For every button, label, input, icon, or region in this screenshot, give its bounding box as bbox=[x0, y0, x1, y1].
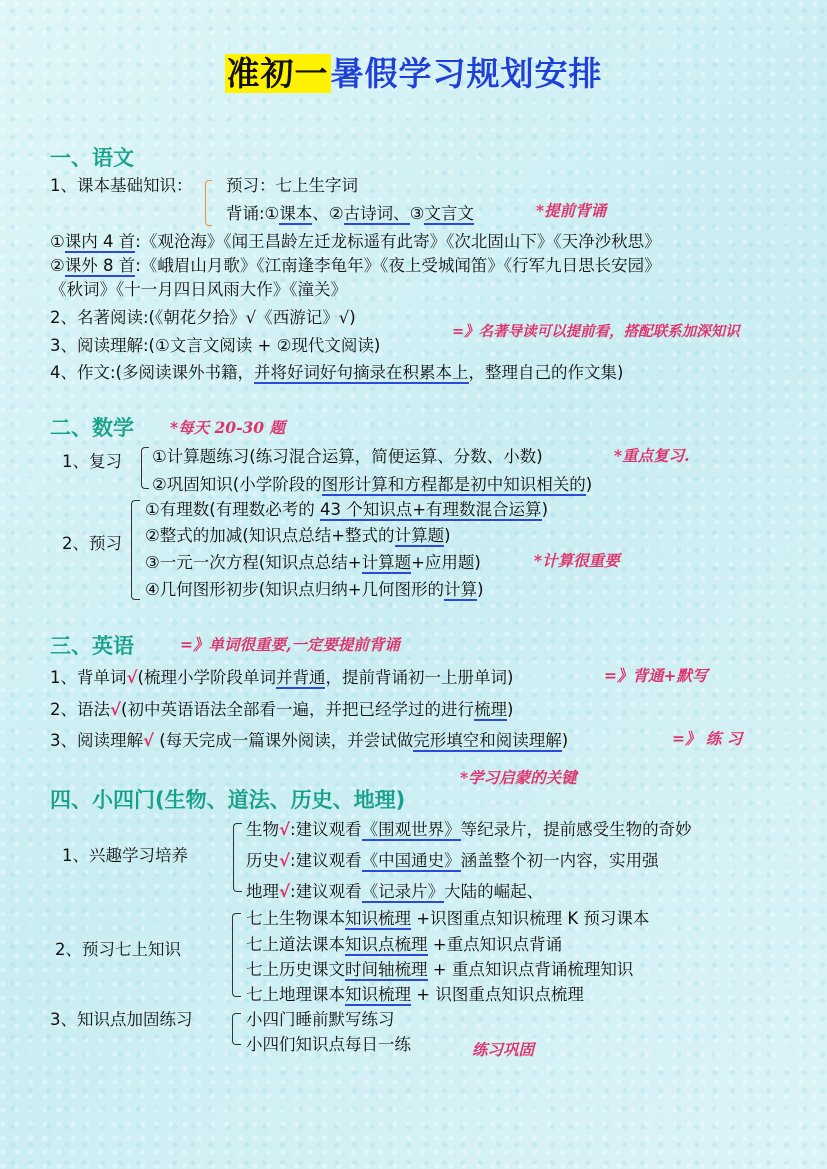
math-preview-3 bbox=[145, 549, 481, 573]
math-review-2 bbox=[152, 471, 592, 495]
math-preview-2 bbox=[145, 522, 451, 546]
bio-c: 《围观世界》 bbox=[361, 820, 461, 839]
poems-in-list: :《观沧海》《闻王昌龄左迁龙标遥有此寄》《次北固山下》《天净沙秋思》 bbox=[135, 232, 661, 251]
english-words-note: =》背通+默写 bbox=[604, 666, 708, 685]
bio-d: 等纪录片，提前感受生物的奇妙 bbox=[460, 820, 692, 839]
hist-check-icon: √ bbox=[279, 851, 291, 870]
review-2c: ) bbox=[585, 475, 593, 494]
p4b: 知识梳理 bbox=[345, 985, 411, 1004]
chinese-classics: 2、名著阅读:(《朝花夕拾》√《西游记》√) bbox=[50, 308, 356, 327]
review-2a: ②巩固知识(小学阶段的 bbox=[152, 475, 322, 494]
others-hist bbox=[246, 847, 659, 871]
others-preview-brace bbox=[232, 913, 241, 997]
others-bio bbox=[246, 816, 692, 840]
words-c: 并背通 bbox=[275, 668, 326, 687]
english-heading: 三、英语 bbox=[50, 634, 134, 658]
reading-check-icon: √ bbox=[143, 731, 155, 750]
poems-out-list2: 《秋词》《十一月四日风雨大作》《潼关》 bbox=[50, 280, 347, 299]
hist-d: 涵盖整个初一内容，实用强 bbox=[460, 851, 659, 870]
poems-out-list: :《峨眉山月歌》《江南逢李龟年》《夜上受城闻笛》《行军九日思长安园》 bbox=[135, 256, 661, 275]
eng-reading-b: (每天完成一篇课外阅读，并尝试做 bbox=[154, 731, 414, 750]
math-review-brace bbox=[141, 447, 149, 489]
review-2b: 图形计算和方程都是初中知识相关的 bbox=[321, 475, 586, 494]
geo-c: 《记录片》 bbox=[361, 882, 445, 901]
others-interest-brace bbox=[233, 823, 242, 892]
preview-2a: ②整式的加减(知识点总结+整式的 bbox=[145, 526, 395, 545]
grammar-b: (初中英语语法全部看一遍，并把已经学过的进行 bbox=[121, 700, 474, 719]
others-consolidate-brace bbox=[232, 1013, 241, 1045]
hist-c: 《中国通史》 bbox=[361, 851, 461, 870]
recite-note: *提前背诵 bbox=[536, 201, 607, 220]
math-review-1-note: *重点复习. bbox=[614, 446, 690, 465]
chinese-basics-label: 1、课本基础知识： bbox=[50, 176, 193, 195]
others-preview-1 bbox=[246, 905, 649, 929]
english-heading-note: =》单词很重要,一定要提前背诵 bbox=[180, 635, 400, 654]
words-a: 1、背单词 bbox=[50, 668, 127, 687]
p1b: 知识梳理 bbox=[345, 909, 411, 928]
poems-in-label: 课内 4 首 bbox=[64, 232, 136, 251]
others-consolidate-2: 小四们知识点每日一练 bbox=[246, 1035, 411, 1054]
p2c: +重点知识点背诵 bbox=[427, 935, 563, 954]
bio-check-icon: √ bbox=[279, 820, 291, 839]
essay-a: 4、作文:(多阅读课外书籍， bbox=[50, 363, 254, 382]
p1a: 七上生物课本 bbox=[246, 909, 345, 928]
math-review-label: 1、复习 bbox=[62, 452, 122, 471]
grammar-check-icon: √ bbox=[110, 700, 122, 719]
p4a: 七上地理课本 bbox=[246, 985, 345, 1004]
preview-4c: ) bbox=[477, 580, 484, 599]
chinese-preview: 预习：七上生字词 bbox=[226, 176, 358, 195]
others-preview-2 bbox=[246, 931, 562, 955]
title-highlight: 准初一 bbox=[226, 54, 329, 93]
math-preview-4 bbox=[145, 576, 484, 600]
preview-3c: +应用题) bbox=[411, 553, 481, 572]
english-grammar bbox=[50, 696, 513, 720]
math-heading-note: *每天 20-30 题 bbox=[170, 418, 285, 437]
poems-out bbox=[50, 252, 661, 276]
p3c: + 重点知识点背诵梳理知识 bbox=[427, 960, 634, 979]
eng-reading-c: 完形填空和阅读理解 bbox=[413, 731, 562, 750]
others-heading: 四、小四门(生物、道法、历史、地理) bbox=[50, 788, 406, 812]
essay-b: 并将好词好句摘录在积累本上 bbox=[254, 363, 469, 382]
recite-poems: 古诗词、 bbox=[343, 204, 410, 223]
english-reading bbox=[50, 727, 568, 751]
chinese-essay bbox=[50, 359, 623, 383]
p3b: 时间轴梳理 bbox=[345, 960, 428, 979]
english-reading-note: =》 练 习 bbox=[672, 729, 743, 748]
poems-out-num: ② bbox=[50, 256, 65, 275]
hist-a: 历史 bbox=[246, 851, 279, 870]
geo-check-icon: √ bbox=[279, 882, 291, 901]
geo-b: :建议观看 bbox=[290, 882, 362, 901]
grammar-c: 梳理 bbox=[473, 700, 507, 719]
poems-in bbox=[50, 228, 661, 252]
others-geo bbox=[246, 878, 543, 902]
title-rest: 暑假学习规划安排 bbox=[330, 54, 603, 93]
others-consolidate-1: 小四门睡前默写练习 bbox=[246, 1010, 395, 1029]
hist-b: :建议观看 bbox=[290, 851, 362, 870]
page-title bbox=[0, 48, 827, 95]
bio-a: 生物 bbox=[246, 820, 279, 839]
english-words bbox=[50, 664, 513, 688]
eng-reading-d: ) bbox=[561, 731, 569, 750]
others-heading-note: *学习启蒙的关键 bbox=[460, 768, 577, 787]
essay-c: ，整理自己的作文集) bbox=[468, 363, 624, 382]
preview-3a: ③一元一次方程(知识点总结+ bbox=[145, 553, 362, 572]
preview-2b: 计算题 bbox=[394, 526, 445, 545]
recite-textbook: 课本 bbox=[279, 204, 313, 223]
preview-1a: ①有理数(有理数必考的 bbox=[145, 500, 320, 519]
math-heading: 二、数学 bbox=[50, 416, 134, 440]
others-consolidate-label: 3、知识点加固练习 bbox=[50, 1010, 193, 1029]
recite-classical: 文言文 bbox=[424, 204, 474, 223]
chinese-reading-note: =》名著导读可以提前看，搭配联系加深知识 bbox=[452, 323, 740, 340]
preview-1b: 43 个知识点+有理数混合运算 bbox=[319, 500, 542, 519]
math-preview-label: 2、预习 bbox=[62, 534, 122, 553]
poems-out-label: 课外 8 首 bbox=[64, 256, 136, 275]
words-check-icon: √ bbox=[126, 668, 138, 687]
preview-3b: 计算题 bbox=[361, 553, 412, 572]
p3a: 七上历史课文 bbox=[246, 960, 345, 979]
chinese-basics-brace bbox=[205, 180, 212, 226]
math-preview-brace bbox=[131, 500, 140, 600]
preview-4b: 计算 bbox=[444, 580, 478, 599]
grammar-a: 2、语法 bbox=[50, 700, 110, 719]
words-d: ，提前背诵初一上册单词) bbox=[325, 668, 514, 687]
preview-1c: ) bbox=[541, 500, 548, 519]
math-review-1: ①计算题练习(练习混合运算，简便运算、分数、小数) bbox=[152, 447, 543, 466]
eng-reading-a: 3、阅读理解 bbox=[50, 731, 143, 750]
preview-4a: ④几何图形初步(知识点归纳+几何图形的 bbox=[145, 580, 445, 599]
chinese-recite bbox=[226, 200, 474, 224]
math-preview-3-note: *计算很重要 bbox=[534, 551, 620, 570]
preview-2c: ) bbox=[444, 526, 451, 545]
p2b: 知识点梳理 bbox=[345, 935, 428, 954]
bio-b: :建议观看 bbox=[290, 820, 362, 839]
p4c: + 识图重点知识点梳理 bbox=[411, 985, 584, 1004]
recite-prefix: 背诵:① bbox=[226, 204, 280, 223]
others-interest-label: 1、兴趣学习培养 bbox=[62, 846, 188, 865]
grammar-d: ) bbox=[506, 700, 514, 719]
recite-sep2: ③ bbox=[409, 204, 425, 223]
geo-a: 地理 bbox=[246, 882, 279, 901]
math-preview-1 bbox=[145, 496, 548, 520]
p2a: 七上道法课本 bbox=[246, 935, 345, 954]
words-b: (梳理小学阶段单词 bbox=[137, 668, 276, 687]
poems-in-num: ① bbox=[50, 232, 65, 251]
geo-d: 大陆的崛起、 bbox=[444, 882, 544, 901]
chinese-heading: 一、语文 bbox=[50, 146, 134, 170]
recite-sep1: 、② bbox=[312, 204, 344, 223]
chinese-reading: 3、阅读理解:(①文言文阅读 + ②现代文阅读) bbox=[50, 336, 381, 355]
others-preview-3 bbox=[246, 956, 633, 980]
others-preview-label: 2、预习七上知识 bbox=[55, 940, 181, 959]
others-consolidate-note: 练习巩固 bbox=[472, 1040, 535, 1059]
others-preview-4 bbox=[246, 981, 584, 1005]
p1c: +识图重点知识梳理 K 预习课本 bbox=[411, 909, 650, 928]
